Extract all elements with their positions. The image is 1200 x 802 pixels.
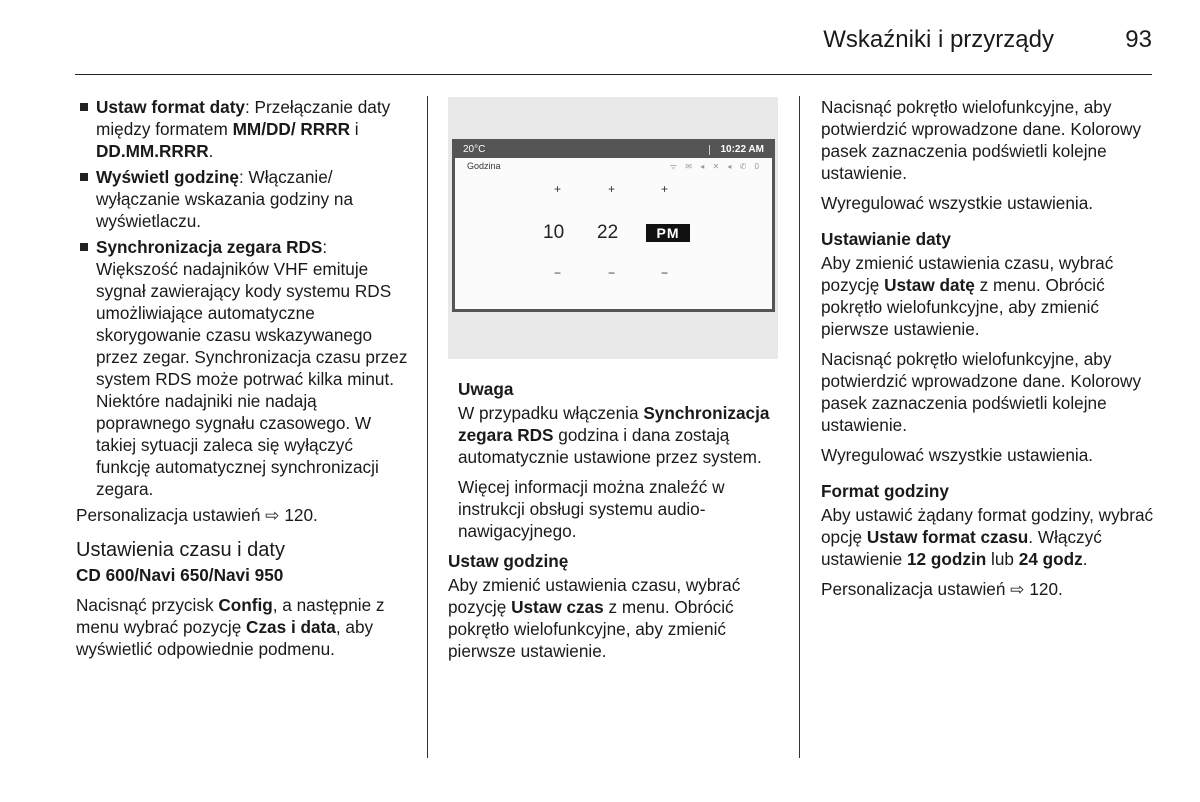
page-number: 93 [1125, 26, 1152, 53]
paragraph: Nacisnąć pokrętło wielofunkcyjne, aby potwierdzić wprowadzone dane. Kolorowy pasek zaznaczenia podświetli kolejne ustawienie. [821, 349, 1142, 435]
paragraph: Nacisnąć pokrętło wielofunkcyjne, aby potwierdzić wprowadzone dane. Kolorowy pasek zaznaczenia podświetli kolejne ustawienie. [821, 97, 1142, 183]
text: . [1082, 549, 1088, 569]
minute-decrease-button[interactable]: − [608, 266, 616, 280]
term-time-date: Czas i data [246, 617, 336, 637]
paragraph [821, 252, 1161, 340]
hour-increase-button[interactable]: + [554, 182, 562, 196]
column-divider-2 [799, 96, 800, 758]
text: godzina i dana zostają automatycznie ustawione przez system. [458, 425, 762, 467]
term-24h: 24 godz [1018, 549, 1083, 569]
column-2 [448, 378, 784, 670]
screen-illustration [448, 97, 778, 359]
text: Aby zmienić ustawienia czasu, wybrać pozycję [448, 575, 741, 617]
subheading-set-time: Ustaw godzinę [448, 551, 569, 571]
subheading-time-format: Format godziny [821, 481, 949, 501]
paragraph [76, 594, 412, 660]
text: z menu. Obrócić pokrętło wielofunkcyjne, aby zmienić pierwsze ustawienie. [821, 275, 1105, 339]
text: W przypadku włączenia [458, 403, 644, 423]
hour-value[interactable]: 10 [543, 222, 565, 243]
term-config: Config [218, 595, 273, 615]
note-title: Uwaga [458, 379, 514, 399]
status-separator [709, 145, 710, 155]
paragraph: Wyregulować wszystkie ustawienia. [821, 193, 1094, 213]
term-12h: 12 godzin [907, 549, 987, 569]
text: Aby ustawić żądany format godziny, wybrać opcję [821, 505, 1154, 547]
term-set-time: Ustaw czas [511, 597, 604, 617]
display-screen [452, 139, 775, 312]
hour-decrease-button[interactable]: − [554, 266, 562, 280]
ampm-value[interactable]: PM [646, 224, 690, 242]
text: Aby zmienić ustawienia czasu, wybrać pozycję [821, 253, 1114, 295]
term-rds-sync: Synchronizacja zegara RDS [458, 403, 770, 445]
personalization-ref: Personalizacja ustawień ⇨ 120. [821, 579, 1063, 599]
text: . Włączyć ustawienie [821, 527, 1102, 569]
column-3 [821, 96, 1161, 608]
status-bar [455, 142, 772, 158]
term-rds-sync: Synchronizacja zegara RDS [96, 237, 323, 257]
bullet-show-time [76, 166, 412, 232]
section-subtitle: CD 600/Navi 650/Navi 950 [76, 565, 284, 585]
subheading-set-date: Ustawianie daty [821, 229, 951, 249]
text: : Przełączanie daty między formatem [96, 97, 391, 139]
text: z menu. Obrócić pokrętło wielofunkcyjne, aby zmienić pierwsze ustawienie. [448, 597, 734, 661]
section-title: Ustawienia czasu i daty [76, 539, 285, 561]
paragraph [448, 574, 784, 662]
text: lub [986, 549, 1019, 569]
screen-label: Godzina [467, 161, 501, 171]
note-box [448, 378, 784, 542]
status-icons: ᯤ ✉ ◂ ✕ ◂ ✆ 0 [669, 162, 762, 171]
note-paragraph [458, 402, 784, 468]
text: : Włączanie/ wyłączanie wskazania godziny na wyświetlaczu. [96, 167, 353, 231]
header-title: Wskaźniki i przyrządy [823, 26, 1054, 53]
paragraph: Wyregulować wszystkie ustawienia. [821, 445, 1094, 465]
text: , a następnie z menu wybrać pozycję [76, 595, 385, 637]
text: i [350, 119, 359, 139]
term-date-format: Ustaw format daty [96, 97, 245, 117]
format-1: MM/DD/ RRRR [232, 119, 351, 139]
ampm-decrease-button[interactable]: − [661, 266, 669, 280]
column-divider-1 [427, 96, 428, 758]
note-paragraph-2: Więcej informacji można znaleźć w instrukcji obsługi systemu audio-nawigacyjnego. [458, 477, 725, 541]
text: Nacisnąć przycisk [76, 595, 219, 615]
text: : Większość nadajników VHF emituje sygnał zawierający kody systemu RDS umożliwiające automatyczne skorygowanie czasu wskazywanego przez zegar. Synchronizacja czasu przez system RDS może potrwać kilka minut. Niektóre nadajniki nie nadają poprawnego sygnału czasowego. W takiej sytuacji zaleca się wyłączyć funkcję automatycznej synchronizacji zegara. [96, 237, 408, 499]
term-show-time: Wyświetl godzinę [96, 167, 239, 187]
paragraph [821, 504, 1161, 570]
minute-increase-button[interactable]: + [608, 182, 616, 196]
header-rule [75, 74, 1152, 75]
clock: 10:22 AM [720, 144, 764, 155]
personalization-ref: Personalizacja ustawień ⇨ 120. [76, 505, 318, 525]
ampm-increase-button[interactable]: + [661, 182, 669, 196]
term-set-date: Ustaw datę [884, 275, 975, 295]
temperature: 20°C [463, 144, 486, 155]
bullet-date-format [76, 96, 412, 162]
column-1 [76, 96, 412, 668]
bullet-rds-sync [76, 236, 412, 500]
term-set-time-format: Ustaw format czasu [866, 527, 1029, 547]
format-2: DD.MM.RRRR [96, 141, 209, 161]
text: , aby wyświetlić odpowiednie podmenu. [76, 617, 374, 659]
text: . [208, 141, 214, 161]
minute-value[interactable]: 22 [597, 222, 619, 243]
